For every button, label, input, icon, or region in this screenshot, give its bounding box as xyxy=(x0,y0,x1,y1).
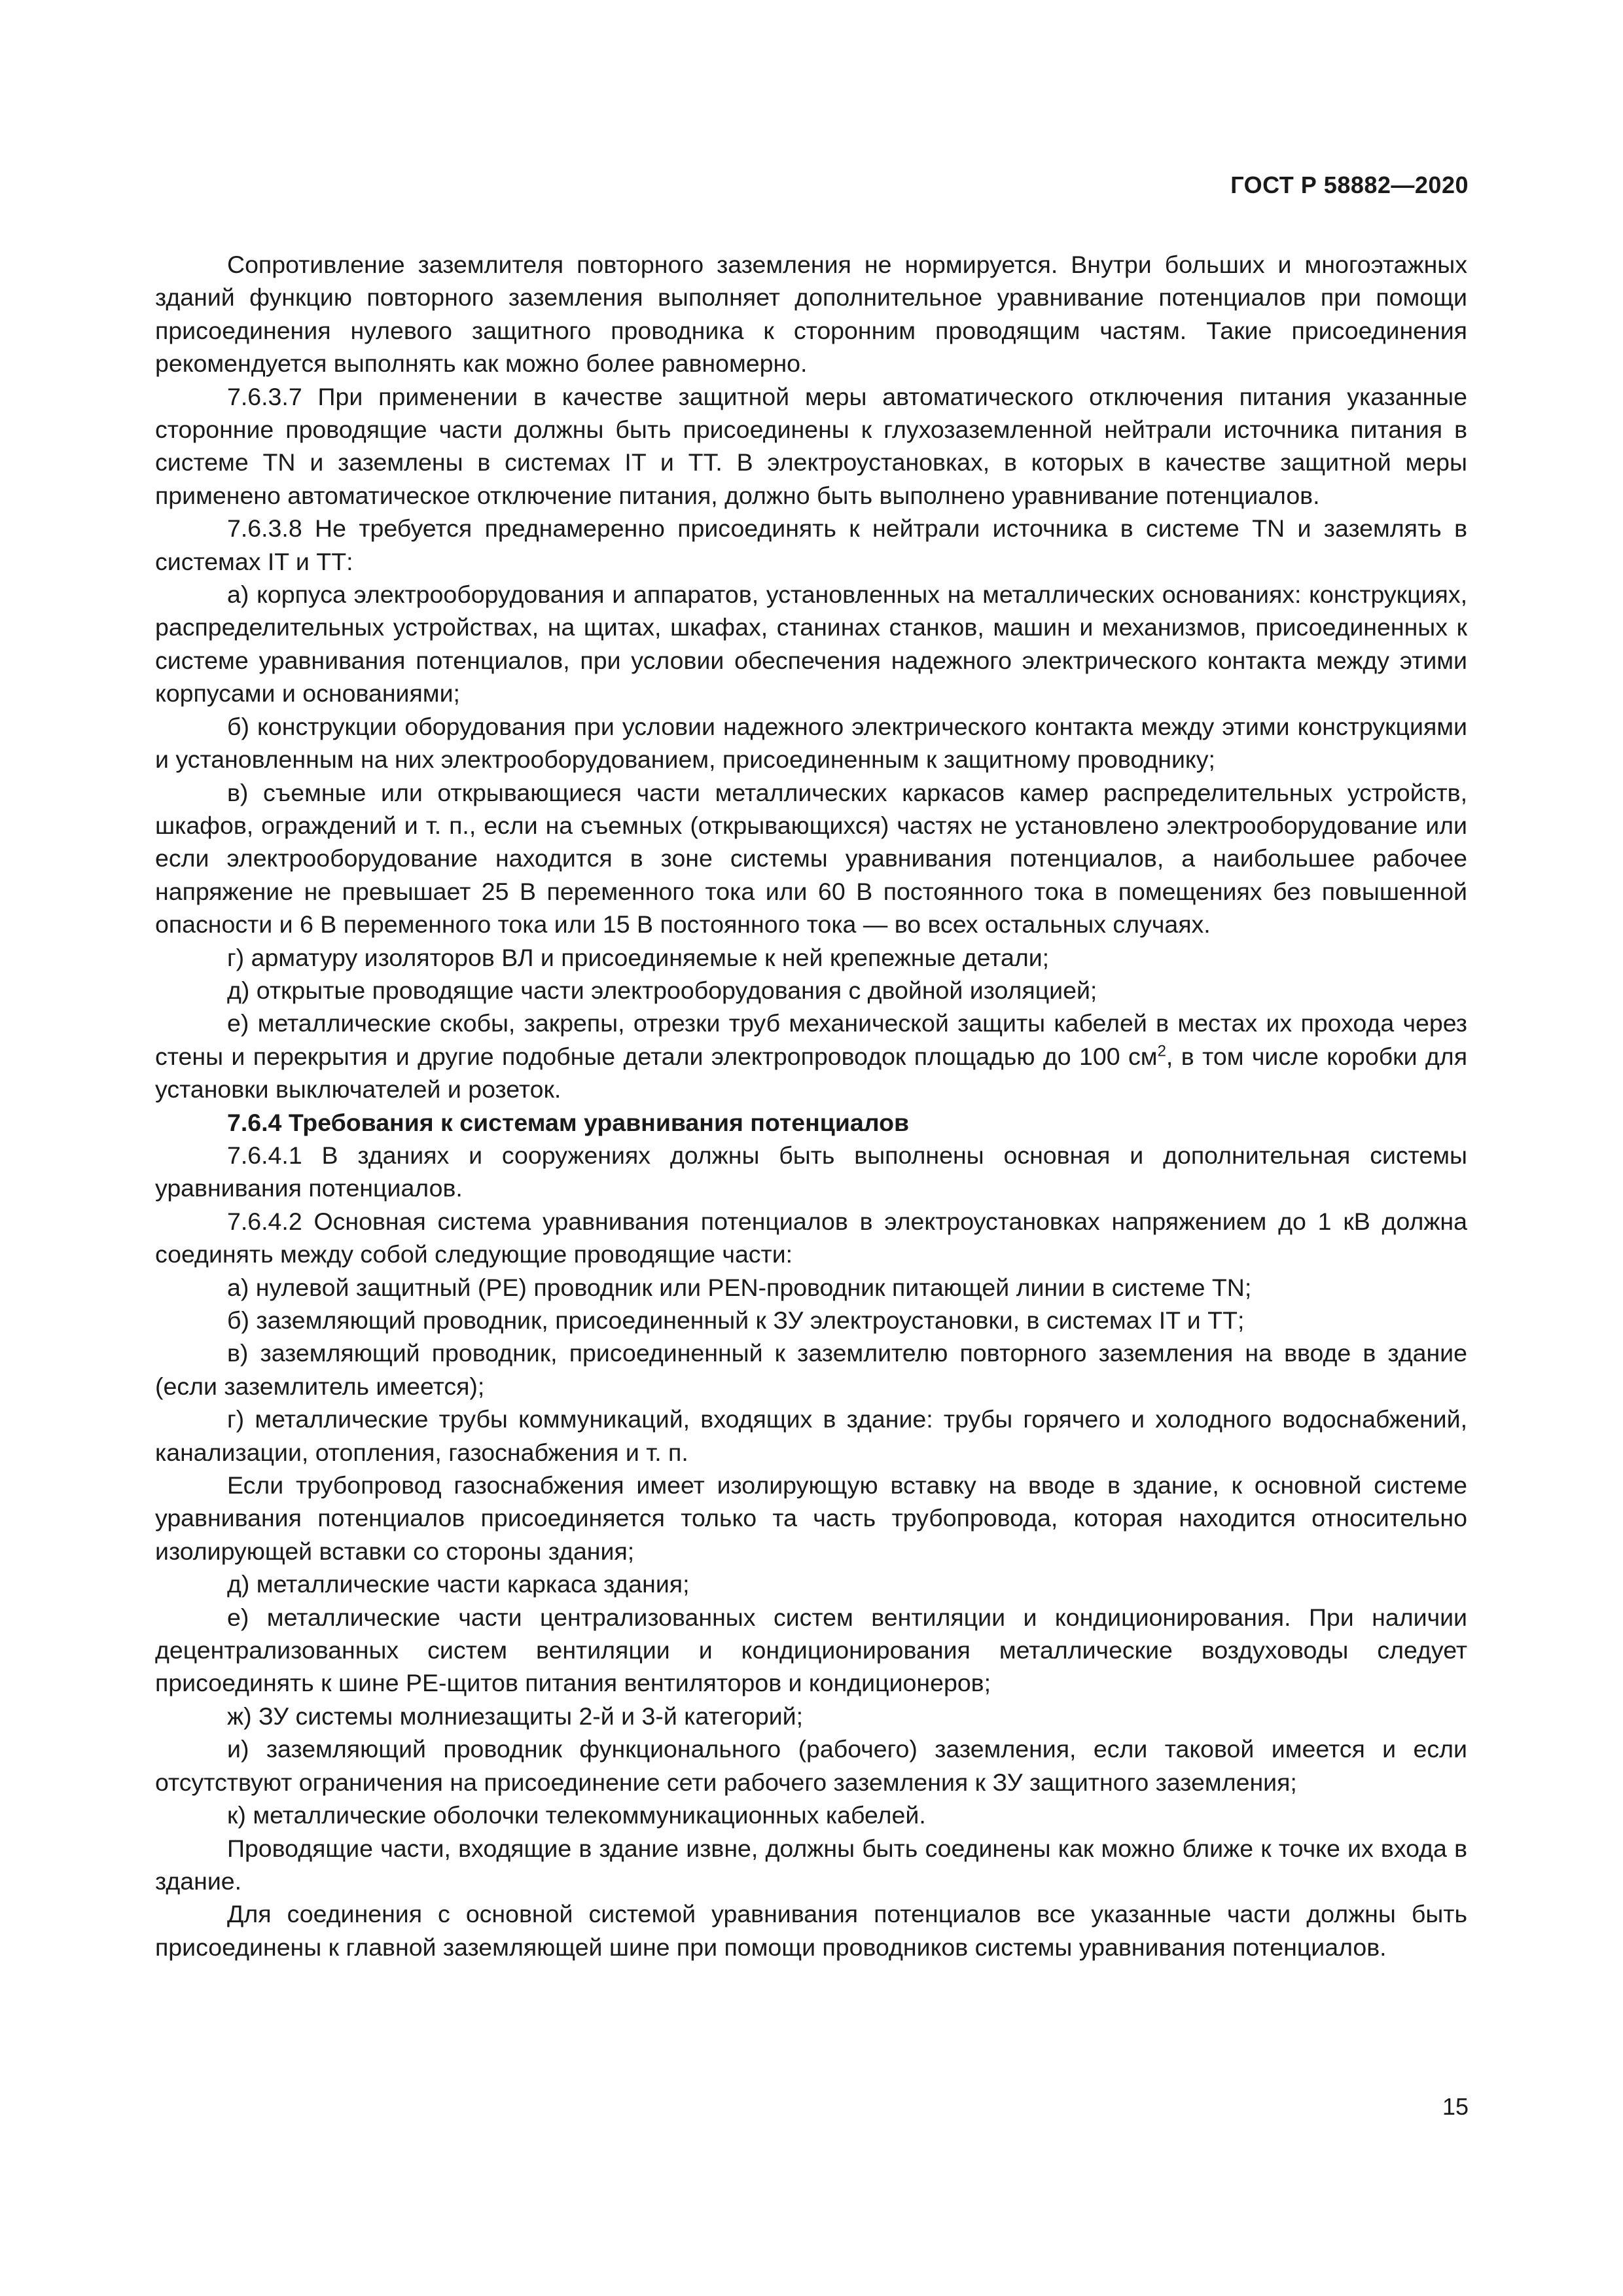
list-item: в) съемные или открывающиеся части металлических каркасов камер распределительных устройств, шкафов, ограждений и т. п., если на съемных (открывающихся) частях не установлено электрооборудование или если электрооборудование находится в зоне системы уравнивания потенциалов, а наибольшее рабочее напряжение не превышает 25 В переменного тока или 60 В постоянного тока в помещениях без повышенной опасности и 6 В переменного тока или 15 В постоянного тока — во всех остальных случаях. xyxy=(155,778,1467,939)
paragraph: Для соединения с основной системой уравнивания потенциалов все указанные части должны быть присоединены к главной заземляющей шине при помощи проводников системы уравнивания потенциалов. xyxy=(155,1900,1467,1961)
list-item: а) корпуса электрооборудования и аппаратов, установленных на металлических основаниях: конструкциях, распределительных устройствах, на щитах, шкафах, станинах станков, машин и механизмов, присоединенных к системе уравнивания потенциалов, при условии обеспечения надежного электрического контакта между этими корпусами и основаниями; xyxy=(155,581,1467,708)
paragraph: 7.6.3.7 При применении в качестве защитной меры автоматического отключения питания указанные сторонние проводящие части должны быть присоединены к глухозаземленной нейтрали источника питания в системе TN и заземлены в системах IT и ТТ. В электроустановках, в которых в качестве защитной меры применено автоматическое отключение питания, должно быть выполнено уравнивание потенциалов. xyxy=(155,382,1467,509)
list-item xyxy=(155,1007,1467,1105)
list-item: к) металлические оболочки телекоммуникационных кабелей. xyxy=(227,1801,926,1829)
section-heading: 7.6.4 Требования к системам уравнивания потенциалов xyxy=(227,1108,910,1136)
list-item: б) конструкции оборудования при условии надежного электрического контакта между этими конструкциями и установленным на них электрооборудованием, присоединенным к защитному проводнику; xyxy=(155,712,1467,774)
document-code: ГОСТ Р 58882—2020 xyxy=(1230,171,1469,198)
list-item: е) металлические части централизованных систем вентиляции и кондиционирования. При наличии децентрализованных систем вентиляции и кондиционирования металлические воздуховоды следует присоединять к шине РЕ-щитов питания вентиляторов и кондиционеров; xyxy=(155,1603,1467,1697)
list-item: г) арматуру изоляторов ВЛ и присоединяемые к ней крепежные детали; xyxy=(227,943,1050,971)
list-item: д) открытые проводящие части электрооборудования с двойной изоляцией; xyxy=(227,976,1097,1004)
list-item: ж) ЗУ системы молниезащиты 2-й и 3-й категорий; xyxy=(227,1702,803,1730)
list-item: в) заземляющий проводник, присоединенный к заземлителю повторного заземления на вводе в здание (если заземлитель имеется); xyxy=(155,1339,1467,1400)
paragraph: Проводящие части, входящие в здание извне, должны быть соединены как можно ближе к точке их входа в здание. xyxy=(155,1834,1467,1895)
paragraph: 7.6.4.1 В зданиях и сооружениях должны быть выполнены основная и дополнительная системы уравнивания потенциалов. xyxy=(155,1141,1467,1202)
list-item: и) заземляющий проводник функционального (рабочего) заземления, если таковой имеется и если отсутствуют ограничения на присоединение сети рабочего заземления к ЗУ защитного заземления; xyxy=(155,1735,1467,1796)
paragraph: Сопротивление заземлителя повторного заземления не нормируется. Внутри больших и многоэтажных зданий функцию повторного заземления выполняет дополнительное уравнивание потенциалов при помощи присоединения нулевого защитного проводника к сторонним проводящим частям. Такие присоединения рекомендуется выполнять как можно более равномерно. xyxy=(155,251,1467,378)
list-item: д) металлические части каркаса здания; xyxy=(227,1570,690,1598)
list-item-tail: , в том числе коробки для установки выключателей и розеток. xyxy=(155,1042,1467,1103)
paragraph: 7.6.4.2 Основная система уравнивания потенциалов в электроустановках напряжением до 1 кВ должна соединять между собой следующие проводящие части: xyxy=(155,1207,1467,1268)
paragraph: Если трубопровод газоснабжения имеет изолирующую вставку на вводе в здание, к основной системе уравнивания потенциалов присоединяется только та часть трубопровода, которая находится относительно изолирующей вставки со стороны здания; xyxy=(155,1471,1467,1565)
list-item: а) нулевой защитный (РЕ) проводник или PEN-проводник питающей линии в системе TN; xyxy=(227,1273,1252,1301)
list-item: г) металлические трубы коммуникаций, входящих в здание: трубы горячего и холодного водоснабжений, канализации, отопления, газоснабжения и т. п. xyxy=(155,1405,1467,1466)
page-number: 15 xyxy=(1442,2093,1469,2120)
list-item: б) заземляющий проводник, присоединенный к ЗУ электроустановки, в системах IT и ТТ; xyxy=(227,1306,1245,1334)
superscript: 2 xyxy=(1157,1042,1166,1060)
paragraph: 7.6.3.8 Не требуется преднамеренно присоединять к нейтрали источника в системе TN и заземлять в системах IT и ТТ: xyxy=(155,514,1467,575)
list-item-text: е) металлические скобы, закрепы, отрезки труб механической защиты кабелей в местах их прохода через стены и перекрытия и другие подобные детали электропроводок площадью до 100 см xyxy=(155,1009,1467,1070)
document-body xyxy=(155,248,1467,1964)
